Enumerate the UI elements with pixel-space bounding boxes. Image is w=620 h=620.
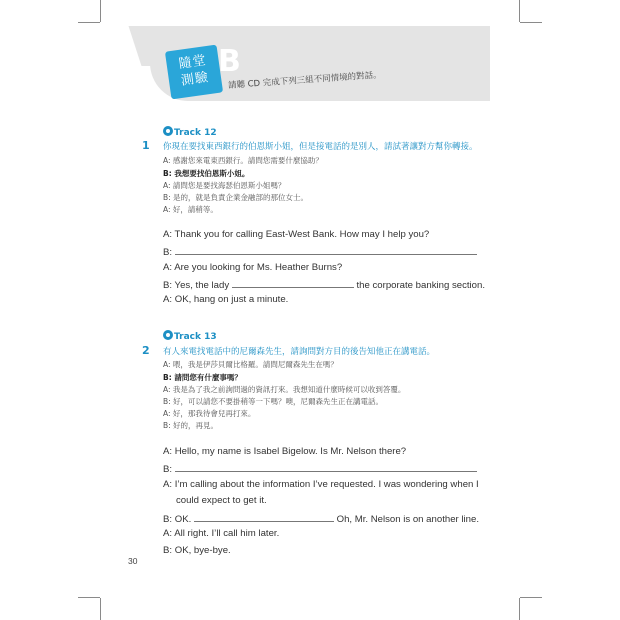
answer-blank (194, 512, 334, 522)
dialogue-line: A: Thank you for calling East-West Bank. How may I help you? (163, 229, 430, 240)
crop-mark (519, 598, 520, 620)
track-label-1 (163, 126, 217, 138)
quiz-badge (165, 45, 223, 100)
badge-line-2: 測驗 (180, 70, 210, 89)
crop-mark (78, 597, 100, 598)
dialogue-text: the corporate banking section. (356, 280, 486, 291)
track-label-2 (163, 330, 217, 342)
zh-line: B: 好的，再見。 (163, 421, 219, 430)
dialogue-line (176, 495, 267, 506)
section-letter: B (218, 44, 241, 79)
speaker-label: B: (163, 247, 173, 258)
question-number-2: 2 (142, 344, 150, 357)
answer-blank (232, 278, 354, 288)
zh-line: A: 喂，我是伊莎貝爾比格羅。請問尼爾森先生在嗎？ (163, 360, 338, 369)
section-instruction: 請聽 CD 完成下列三組不同情境的對話。 (227, 70, 382, 91)
crop-mark (520, 597, 542, 598)
crop-mark (100, 0, 101, 22)
answer-blank (175, 245, 477, 255)
question-number-1: 1 (142, 139, 150, 152)
answer-blank (175, 462, 477, 472)
dialogue-text: B: OK. (163, 514, 192, 525)
page-number: 30 (128, 556, 138, 566)
crop-mark (100, 598, 101, 620)
speaker-label: B: (163, 464, 173, 475)
track-1-text: Track 12 (174, 128, 217, 138)
dialogue-line: A: I’m calling about the information I’ve requested. I was wondering when I (163, 479, 479, 490)
dialogue-text: B: Yes, the lady (163, 280, 230, 291)
dialogue-line (163, 278, 485, 291)
dialogue-line (163, 462, 477, 475)
zh-line: B: 我想要找伯恩斯小姐。 (163, 169, 250, 178)
zh-line: A: 好，那我待會兒再打來。 (163, 409, 256, 418)
dialogue-line (163, 512, 479, 525)
track-2-text: Track 13 (174, 332, 217, 342)
dialogue-line: A: OK, hang on just a minute. (163, 294, 289, 305)
question-1-prompt: 你現在要找東西銀行的伯恩斯小姐，但是接電話的是別人，請試著讓對方幫你轉接。 (163, 142, 478, 152)
dialogue-line: B: OK, bye-bye. (163, 545, 231, 556)
crop-mark (78, 22, 100, 23)
question-2-prompt: 有人來電找電話中的尼爾森先生，請詢問對方目的後告知他正在講電話。 (163, 347, 436, 357)
zh-line: B: 好，可以請您不要掛稍等一下嗎？噢，尼爾森先生正在講電話。 (163, 397, 384, 406)
dialogue-text: Oh, Mr. Nelson is on another line. (336, 514, 479, 525)
zh-line: A: 請問您是要找海瑟伯恩斯小姐嗎？ (163, 181, 286, 190)
zh-line: B: 請問您有什麼事嗎？ (163, 373, 242, 382)
dialogue-line: A: All right. I’ll call him later. (163, 528, 280, 539)
dialogue-text: could expect to get it. (176, 495, 267, 506)
zh-line: A: 感謝您來電東西銀行。請問您需要什麼協助？ (163, 156, 323, 165)
zh-line: A: 我是為了我之前詢問過的資訊打來。我想知道什麼時候可以收到答覆。 (163, 385, 406, 394)
zh-line: B: 是的，就是負責企業金融部的那位女士。 (163, 193, 309, 202)
dialogue-line (163, 245, 477, 258)
cd-icon (163, 126, 173, 136)
cd-icon (163, 330, 173, 340)
crop-mark (520, 22, 542, 23)
zh-line: A: 好，請稍等。 (163, 205, 218, 214)
badge-line-1: 隨堂 (177, 53, 208, 72)
dialogue-line: A: Are you looking for Ms. Heather Burns? (163, 262, 343, 273)
dialogue-line: A: Hello, my name is Isabel Bigelow. Is Mr. Nelson there? (163, 446, 407, 457)
crop-mark (519, 0, 520, 22)
